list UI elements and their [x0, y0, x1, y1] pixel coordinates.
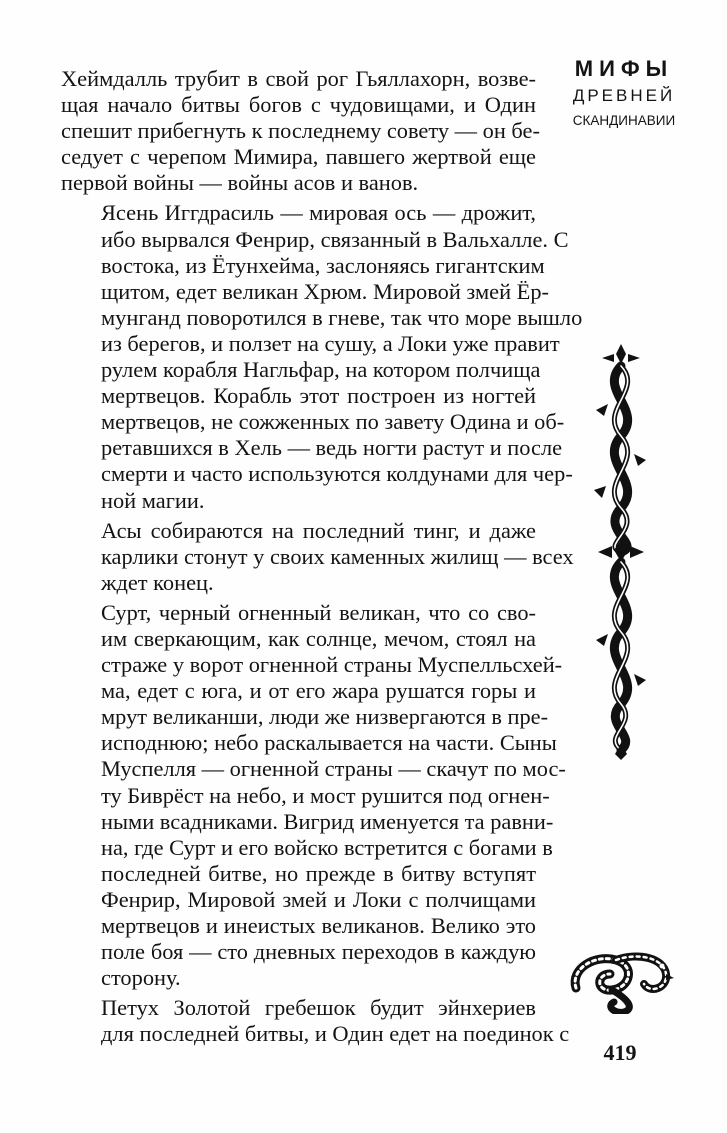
text-line: последней битве, но прежде в битву вступят — [101, 860, 536, 886]
text-line: ретавшихся в Хель — ведь ногти растут и после — [101, 435, 563, 461]
text-line: щая начало битвы богов с чудовищами, и Один — [61, 92, 536, 118]
text-line: им сверкающим, как солнце, мечом, стоял на — [101, 625, 536, 651]
header-title: МИФЫ — [574, 56, 674, 81]
paragraph — [61, 66, 540, 196]
header-subtitle-line1: ДРЕВНЕЙ — [572, 86, 676, 105]
paragraph — [61, 200, 583, 513]
text-line: ма, едет с юга, и от его жара рушатся горы и — [101, 678, 536, 704]
header-subtitle-line2: СКАНДИНАВИИ — [572, 113, 676, 128]
text-line: ными всадниками. Вигрид именуется та равни- — [101, 808, 554, 834]
text-line: седует с черепом Мимира, павшего жертвой еще — [61, 144, 536, 170]
text-line: ибо вырвался Фенрир, связанный в Вальхалле. С — [101, 226, 569, 252]
text-line: поле боя — сто дневных переходов в каждую — [101, 939, 536, 965]
page-number: 419 — [603, 1040, 637, 1065]
text-line: Фенрир, Мировой змей и Локи с полчищами — [101, 886, 536, 912]
text-line: мрут великанши, люди же низвергаются в пре- — [101, 704, 549, 730]
serpent-ornament-icon — [566, 948, 674, 1014]
text-line: мунганд поворотился в гневе, так что море вышло — [101, 304, 583, 330]
text-line: ждет конец. — [101, 569, 214, 595]
text-line: карлики стонут у своих каменных жилищ — всех — [101, 543, 574, 569]
text-line: ту Биврёст на небо, и мост рушится под огнен- — [101, 782, 550, 808]
text-line: спешит прибегнуть к последнему совету — он бе- — [61, 118, 540, 144]
paragraph — [61, 995, 570, 1047]
text-line: на, где Сурт и его войско встретится с богами в — [101, 834, 553, 860]
text-line: из берегов, и ползет на сушу, а Локи уже правит — [101, 330, 560, 356]
paragraph — [61, 517, 574, 596]
text-line: востока, из Ётунхейма, заслоняясь гигантским — [101, 252, 545, 278]
text-line: Хеймдалль трубит в свой рог Гьяллахорн, возве- — [61, 66, 536, 91]
text-line: ной магии. — [101, 487, 205, 513]
text-line: мертвецов и инеистых великанов. Велико это — [101, 913, 536, 938]
text-line: сторону. — [101, 965, 181, 991]
text-line: Муспелля — огненной страны — скачут по мос- — [101, 756, 566, 782]
text-line: Сурт, черный огненный великан, что со сво- — [101, 599, 536, 625]
text-line: щитом, едет великан Хрюм. Мировой змей Ёр- — [101, 278, 549, 304]
text-line: смерти и часто используются колдунами для чер- — [101, 461, 573, 487]
text-line: Асы собираются на последний тинг, и даже — [101, 517, 536, 543]
paragraph — [61, 599, 566, 991]
knotwork-ornament-icon — [588, 340, 654, 760]
body-text — [61, 66, 583, 1051]
text-line: для последней битвы, и Один едет на поединок с — [101, 1021, 570, 1047]
text-line: Петух Золотой гребешок будит эйнхериев — [101, 995, 536, 1021]
text-line: рулем корабля Нагльфар, на котором полчища — [101, 357, 541, 383]
text-line: мертвецов. Корабль этот построен из ногтей — [101, 383, 536, 409]
text-line: первой войны — войны асов и ванов. — [61, 170, 419, 196]
text-line: Ясень Иггдрасиль — мировая ось — дрожит, — [101, 200, 536, 226]
text-line: исподнюю; небо раскалывается на части. Сыны — [101, 730, 557, 756]
text-line: страже у ворот огненной страны Муспелльсхей- — [101, 652, 563, 678]
text-line: мертвецов, не сожженных по завету Одина и об- — [101, 409, 565, 435]
running-header — [568, 56, 680, 132]
